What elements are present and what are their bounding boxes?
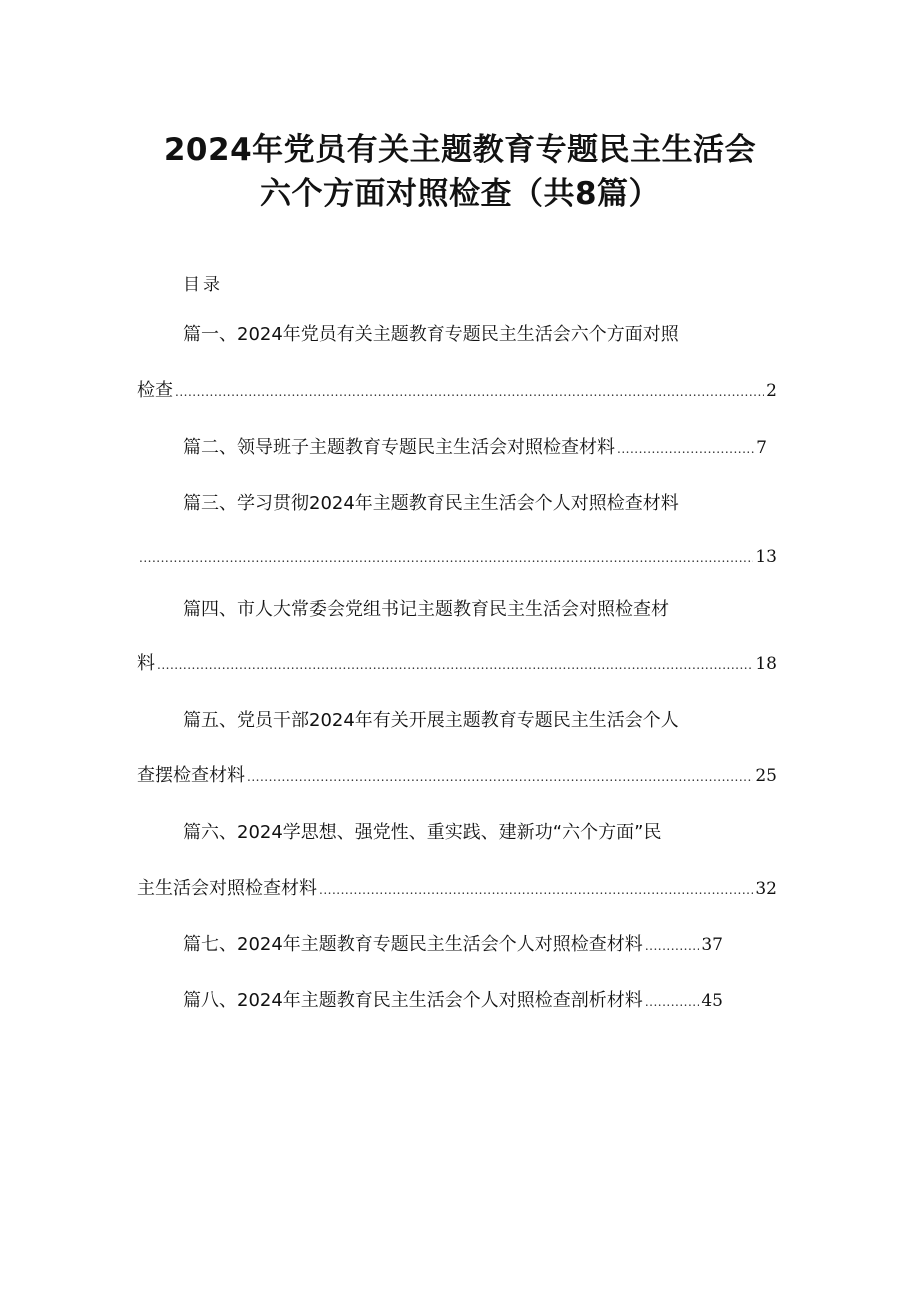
toc-entry-2[interactable] (183, 436, 767, 460)
toc-leader-dots (645, 934, 700, 958)
toc-leader-dots (617, 437, 754, 461)
title-line-1: 2024年党员有关主题教育专题民主生活会 (163, 132, 757, 168)
title-line-2: 六个方面对照检查（共8篇） (259, 176, 661, 212)
toc-entry-2-text: 篇二、领导班子主题教育专题民主生活会对照检查材料 (183, 437, 615, 458)
toc-entry-4-line1[interactable]: 篇四、市人大常委会党组书记主题教育民主生活会对照检查材 (183, 599, 669, 620)
toc-entry-6-text: 主生活会对照检查材料 (137, 878, 317, 899)
toc-entry-8-page: 45 (701, 991, 723, 1011)
toc-entry-7-page: 37 (701, 935, 723, 955)
toc-leader-dots (247, 765, 753, 789)
toc-entry-6-line1[interactable]: 篇六、2024学思想、强党性、重实践、建新功“六个方面”民 (183, 822, 662, 843)
toc-entry-4-page: 18 (755, 654, 777, 674)
toc-heading: 目录 (183, 275, 223, 295)
toc-entry-3-page: 13 (755, 547, 777, 567)
toc-leader-dots (645, 990, 700, 1014)
toc-entry-5-line2[interactable] (137, 764, 777, 788)
toc-entry-6-line2[interactable] (137, 877, 777, 901)
toc-entry-5-line1[interactable]: 篇五、党员干部2024年有关开展主题教育专题民主生活会个人 (183, 710, 679, 731)
toc-leader-dots (319, 878, 753, 902)
toc-entry-1-line1[interactable]: 篇一、2024年党员有关主题教育专题民主生活会六个方面对照 (183, 324, 679, 345)
document-title (0, 128, 920, 216)
toc-entry-3-line2[interactable] (137, 545, 777, 569)
toc-entry-2-page: 7 (756, 438, 767, 458)
toc-entry-8-text: 篇八、2024年主题教育民主生活会个人对照检查剖析材料 (183, 990, 643, 1011)
toc-leader-dots (139, 546, 753, 570)
toc-entry-1-page: 2 (766, 381, 777, 401)
toc-entry-3-line1[interactable]: 篇三、学习贯彻2024年主题教育民主生活会个人对照检查材料 (183, 493, 679, 514)
toc-entry-1-text: 检查 (137, 380, 173, 401)
toc-leader-dots (175, 380, 764, 404)
toc-entry-1-line2[interactable] (137, 379, 777, 403)
toc-entry-8[interactable] (183, 989, 723, 1013)
toc-entry-5-page: 25 (755, 766, 777, 786)
toc-entry-6-page: 32 (755, 879, 777, 899)
toc-entry-7-text: 篇七、2024年主题教育专题民主生活会个人对照检查材料 (183, 934, 643, 955)
toc-leader-dots (157, 653, 753, 677)
toc-entry-4-line2[interactable] (137, 652, 777, 676)
toc-entry-5-text: 查摆检查材料 (137, 765, 245, 786)
toc-entry-7[interactable] (183, 933, 723, 957)
toc-entry-4-text: 料 (137, 653, 155, 674)
